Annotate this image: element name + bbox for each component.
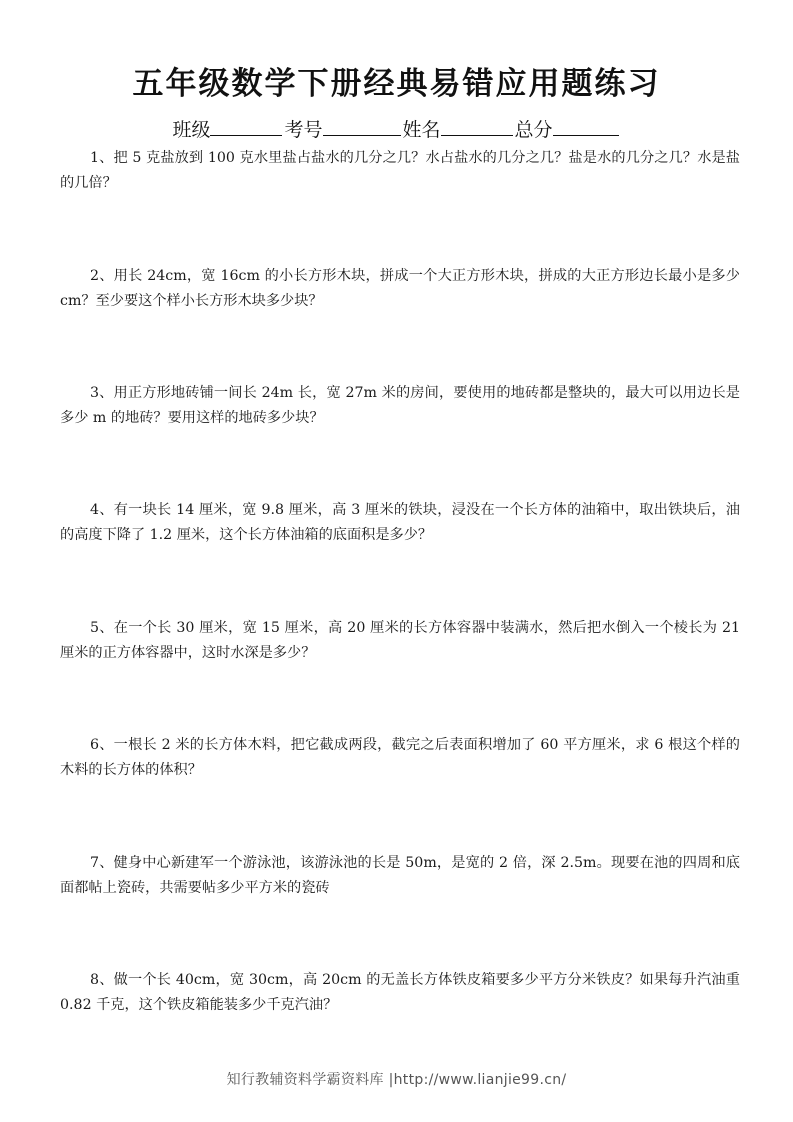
name-blank[interactable] [441, 117, 513, 136]
score-label: 总分 [514, 119, 553, 141]
question-text: 3、用正方形地砖铺一间长 24m 长，宽 27m 米的房间，要使用的地砖都是整块的，最大可以用边长是多少 m 的地砖？要用这样的地砖多少块？ [60, 385, 740, 426]
question-4 [60, 498, 740, 548]
question-2 [60, 264, 740, 314]
page-footer: 知行教辅资料学霸资料库 |http://www.lianjie99.cn/ [226, 1072, 567, 1088]
score-blank[interactable] [553, 117, 619, 136]
question-6 [60, 733, 740, 783]
name-label: 姓名 [402, 119, 441, 141]
question-8 [60, 968, 740, 1018]
class-label: 班级 [172, 119, 211, 141]
number-blank[interactable] [323, 117, 401, 136]
question-text: 6、一根长 2 米的长方体木料，把它截成两段，截完之后表面积增加了 60 平方厘米，求 6 根这个样的木料的长方体的体积？ [60, 737, 740, 778]
question-text: 7、健身中心新建军一个游泳池，该游泳池的长是 50m，是宽的 2 倍，深 2.5m。现要在池的四周和底面都帖上瓷砖，共需要帖多少平方米的瓷砖 [60, 855, 740, 896]
question-7 [60, 851, 740, 901]
question-3 [60, 381, 740, 431]
question-text: 8、做一个长 40cm，宽 30cm，高 20cm 的无盖长方体铁皮箱要多少平方分米铁皮？如果每升汽油重 0.82 千克，这个铁皮箱能装多少千克汽油？ [60, 972, 740, 1013]
class-blank[interactable] [210, 117, 282, 136]
page-title: 五年级数学下册经典易错应用题练习 [132, 66, 661, 102]
question-text: 1、把 5 克盐放到 100 克水里盐占盐水的几分之几？水占盐水的几分之几？盐是水的几分之几？水是盐的几倍？ [60, 150, 740, 191]
number-label: 考号 [284, 119, 323, 141]
question-5 [60, 616, 740, 666]
student-info-line [0, 115, 793, 142]
question-text: 4、有一块长 14 厘米，宽 9.8 厘米，高 3 厘米的铁块，浸没在一个长方体的油箱中，取出铁块后，油的高度下降了 1.2 厘米，这个长方体油箱的底面积是多少？ [60, 502, 740, 543]
question-text: 5、在一个长 30 厘米，宽 15 厘米，高 20 厘米的长方体容器中装满水，然后把水倒入一个棱长为 21 厘米的正方体容器中，这时水深是多少？ [60, 620, 740, 661]
question-text: 2、用长 24cm，宽 16cm 的小长方形木块，拼成一个大正方形木块，拼成的大正方形边长最小是多少 cm？至少要这个样小长方形木块多少块？ [60, 268, 740, 309]
question-1 [60, 146, 740, 196]
